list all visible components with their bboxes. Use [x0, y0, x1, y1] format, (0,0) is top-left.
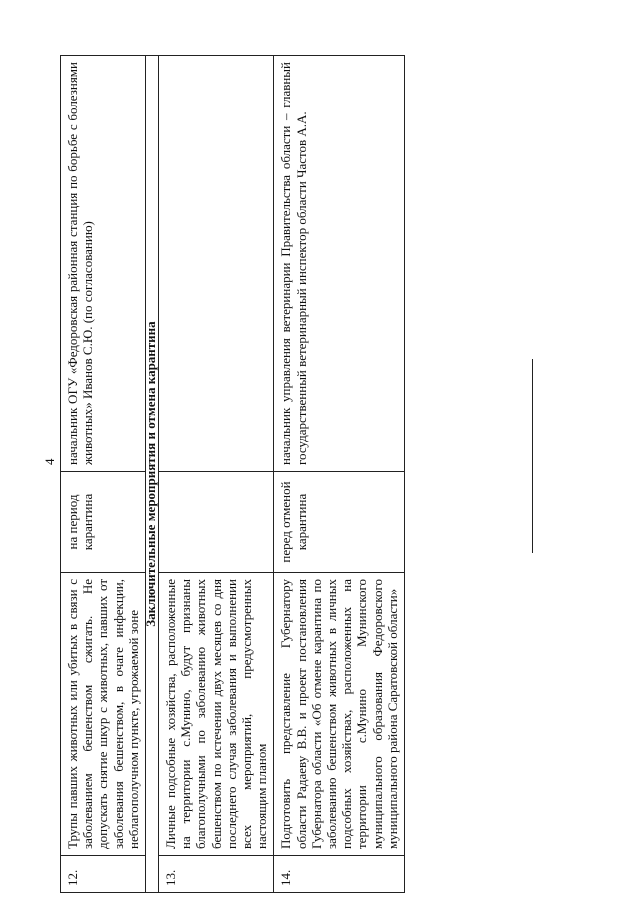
page-number: 4 [42, 458, 57, 465]
row-action: Трупы павших животных или убитых в связи с заболеванием бешенством сжигать. Не допускать снятие шкур с животных, павших от заболевания бешенством, в очаге инфекции, неблагополучном пункте, угрожаемой зоне [61, 573, 146, 856]
row-term: на период карантина [61, 472, 146, 573]
row-number: 12. [61, 856, 146, 893]
row-action: Личные подсобные хозяйства, расположенные на территории с.Мунино, будут признаны благополучными по заболеванию животных бешенством по истечении двух месяцев со дня последнего случая заболевания и выполнении всех мероприятий, предусмотренных настоящим планом [159, 573, 274, 856]
table-row [159, 56, 274, 893]
table-row [274, 56, 405, 893]
section-title-cell [143, 56, 159, 893]
row-responsible: начальник управления ветеринарии Правительства области – главный государственный ветеринарный инспектор области Частов А.А. [274, 56, 405, 472]
row-term [159, 472, 274, 573]
row-responsible [159, 56, 274, 472]
signature-line [532, 359, 533, 553]
section-title: Заключительные мероприятия и отмена карантина [143, 321, 159, 627]
section-header-row [146, 56, 159, 893]
table-row [61, 56, 146, 893]
row-action: Подготовить представление Губернатору области Радаеву В.В. и проект постановления Губернатора области «Об отмене карантина по заболеванию бешенством животных в личных подсобных хозяйствах, расположенных на территории с.Мунино Мунинского муниципального образования Федоровского муниципального района Саратовской области» [274, 573, 405, 856]
row-term: перед отменой карантина [274, 472, 405, 573]
plan-table [60, 55, 405, 893]
row-number: 14. [274, 856, 405, 893]
row-number: 13. [159, 856, 274, 893]
row-responsible: начальник ОГУ «Федоровская районная станция по борьбе с болезнями животных» Иванов С.Ю. (по согласованию) [61, 56, 146, 472]
